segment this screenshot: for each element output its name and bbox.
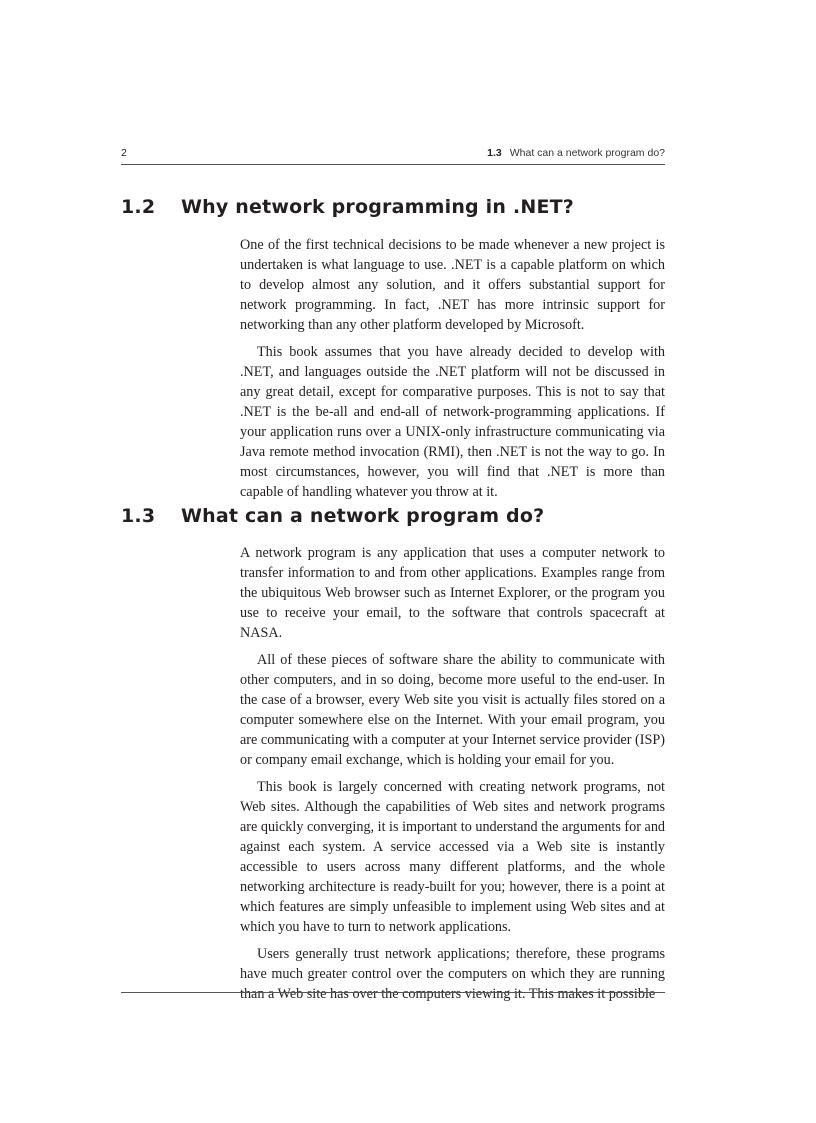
paragraph: A network program is any application that uses a computer network to transfer information to and from other applications. Examples range from the ubiquitous Web browser such as Internet Explorer, or the program you use to receive your email, to the software that controls spacecraft at NASA.	[240, 545, 665, 641]
running-section-title	[487, 147, 665, 159]
section-number: 1.2	[121, 196, 156, 218]
paragraph: All of these pieces of software share the ability to communicate with other computers, and in so doing, become more useful to the end-user. In the case of a browser, every Web site you visit is actually files stored on a computer somewhere else on the Internet. With your email program, you are communicating with a computer at your Internet service provider (ISP) or company email exchange, which is holding your email for you.	[240, 652, 665, 768]
section-number: 1.3	[121, 505, 156, 527]
paragraph: This book assumes that you have already decided to develop with .NET, and languages outside the .NET platform will not be discussed in any great detail, except for comparative purposes. This is not to say that .NET is the be-all and end-all of network-programming applications. If your application runs over a UNIX-only infrastructure communicating via Java remote method invocation (RMI), then .NET is not the way to go. In most circumstances, however, you will find that .NET is more than capable of handling whatever you throw at it.	[240, 344, 665, 500]
paragraph: This book is largely concerned with creating network programs, not Web sites. Although the capabilities of Web sites and network programs are quickly converging, it is important to understand the arguments for and against each system. A service accessed via a Web site is instantly accessible to users across many different platforms, and the whole networking architecture is ready-built for you; however, there is a point at which features are simply unfeasible to implement using Web sites and at which you have to turn to network applications.	[240, 779, 666, 935]
section-body-1-3	[240, 543, 665, 1011]
paragraph: One of the first technical decisions to be made whenever a new project is undertaken is what language to use. .NET is a capable platform on which to develop almost any solution, and it offers substantial support for network programming. In fact, .NET has more intrinsic support for networking than any other platform developed by Microsoft.	[240, 237, 665, 333]
paragraph: Users generally trust network applications; therefore, these programs have much greater control over the computers on which they are running than a Web site has over the computers viewing it. This makes it possible	[240, 946, 665, 1002]
running-header	[121, 146, 665, 165]
section-heading-1-2	[121, 196, 574, 218]
footer-rule	[121, 992, 665, 993]
section-body-1-2	[240, 235, 665, 509]
section-title: Why network programming in .NET?	[181, 196, 575, 218]
running-section-number: 1.3	[487, 147, 502, 159]
section-title: What can a network program do?	[181, 505, 545, 527]
page-number: 2	[121, 147, 127, 159]
running-section-text: What can a network program do?	[509, 147, 665, 159]
section-heading-1-3	[121, 505, 544, 527]
